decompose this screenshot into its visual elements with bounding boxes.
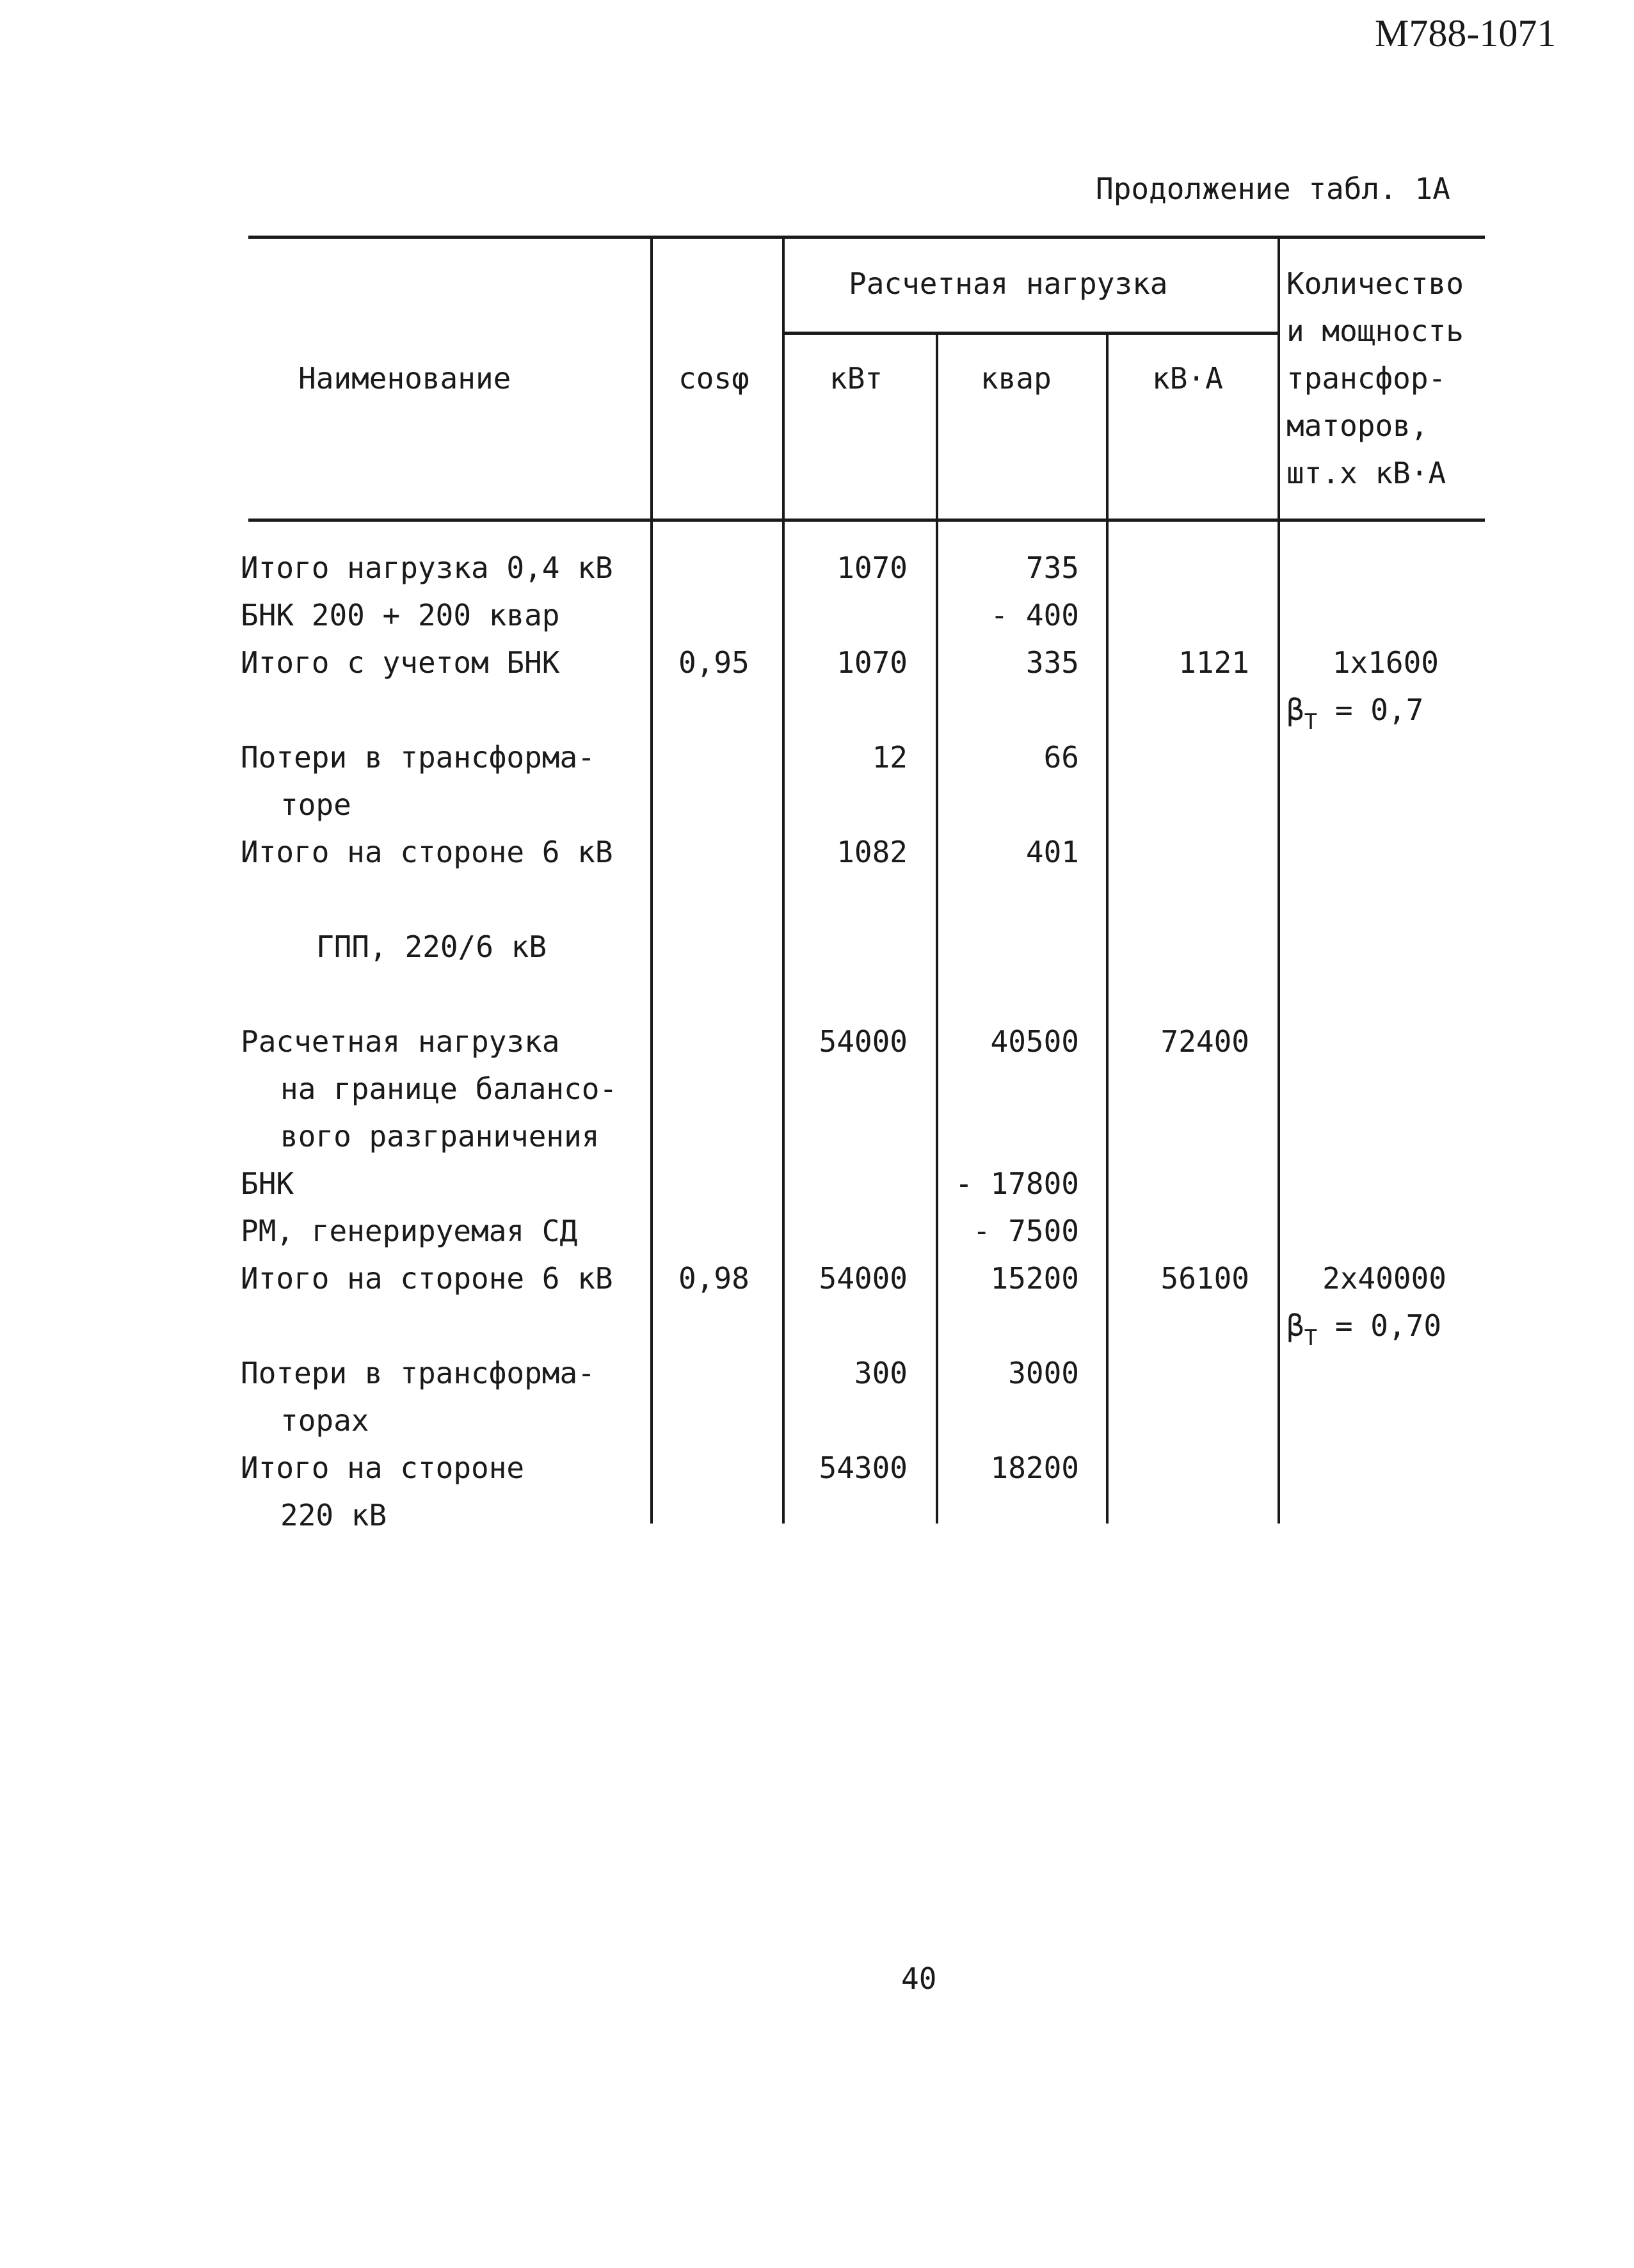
beta-symbol: β <box>1286 1308 1304 1343</box>
row-name: Потери в трансформа- <box>241 1356 595 1390</box>
cell-kw: 1070 <box>837 645 908 680</box>
row-name-continuation: 220 кВ <box>280 1498 387 1532</box>
header-kvar: квар <box>981 361 1052 396</box>
header-transformers-line-1: Количество <box>1286 266 1464 301</box>
load-subheader-rule <box>782 332 1280 335</box>
cell-kw: 12 <box>872 740 908 775</box>
cell-kvar: 735 <box>1025 551 1079 585</box>
header-kva: кВ·А <box>1152 361 1223 396</box>
page-number: 40 <box>901 1961 937 1996</box>
header-transformers-line-2: и мощность <box>1286 314 1464 348</box>
header-kw: кВт <box>829 361 883 396</box>
section-heading: ГПП, 220/6 кВ <box>316 929 547 964</box>
beta-value: = 0,70 <box>1334 1308 1442 1343</box>
beta-value: = 0,7 <box>1334 693 1424 727</box>
header-name: Наименование <box>298 361 511 396</box>
row-name: Итого с учетом БНК <box>241 645 560 680</box>
cell-kw: 1070 <box>837 551 908 585</box>
cell-kva: 56100 <box>1160 1261 1249 1296</box>
cell-kva: 72400 <box>1160 1024 1249 1059</box>
cell-kvar: 3000 <box>1008 1356 1079 1390</box>
column-divider-kva-transformers <box>1278 236 1280 1524</box>
row-name: Итого на стороне <box>241 1451 525 1485</box>
header-transformers-line-4: маторов, <box>1286 408 1429 443</box>
row-name-continuation: на границе балансо- <box>280 1072 618 1106</box>
beta-subscript: Т <box>1304 709 1318 735</box>
cell-kvar: 15200 <box>990 1261 1079 1296</box>
header-transformers-line-5: шт.х кВ·А <box>1286 456 1446 490</box>
row-name: Потери в трансформа- <box>241 740 595 775</box>
row-name-continuation: вого разграничения <box>280 1119 600 1154</box>
row-name-continuation: торах <box>280 1403 369 1438</box>
column-divider-kvar-kva <box>1106 332 1109 1524</box>
row-name: РМ, генерируемая СД <box>241 1214 578 1248</box>
load-factor <box>1286 1308 1442 1351</box>
column-divider-name-cos <box>650 236 653 1524</box>
document-code: М788-1071 <box>1375 12 1557 54</box>
beta-symbol: β <box>1286 693 1304 727</box>
row-name: Итого на стороне 6 кВ <box>241 1261 613 1296</box>
cell-kvar: - 400 <box>990 598 1079 632</box>
cell-cosphi: 0,98 <box>678 1261 749 1296</box>
cell-kw: 54300 <box>819 1451 908 1485</box>
cell-transformers: 2x40000 <box>1322 1261 1446 1296</box>
row-name: БНК <box>241 1166 294 1201</box>
beta-subscript: Т <box>1304 1325 1318 1351</box>
row-name: БНК 200 + 200 квар <box>241 598 560 632</box>
continuation-caption: Продолжение табл. 1А <box>1096 172 1450 206</box>
row-name: Итого нагрузка 0,4 кВ <box>241 551 613 585</box>
cell-kvar: 40500 <box>990 1024 1079 1059</box>
header-cosphi: cosφ <box>678 361 749 396</box>
header-calculated-load: Расчетная нагрузка <box>849 266 1168 301</box>
row-name: Итого на стороне 6 кВ <box>241 835 613 869</box>
load-factor <box>1286 693 1424 735</box>
column-divider-cos-kw <box>782 236 785 1524</box>
cell-kw: 1082 <box>837 835 908 869</box>
cell-kvar: - 7500 <box>972 1214 1079 1248</box>
row-name-continuation: торе <box>280 787 351 822</box>
cell-cosphi: 0,95 <box>678 645 749 680</box>
cell-kvar: 335 <box>1025 645 1079 680</box>
cell-transformers: 1x1600 <box>1332 645 1439 680</box>
cell-kvar: - 17800 <box>955 1166 1079 1201</box>
column-divider-kw-kvar <box>936 332 938 1524</box>
table-top-rule <box>248 236 1485 239</box>
row-name: Расчетная нагрузка <box>241 1024 560 1059</box>
cell-kw: 54000 <box>819 1024 908 1059</box>
cell-kvar: 18200 <box>990 1451 1079 1485</box>
cell-kvar: 401 <box>1025 835 1079 869</box>
cell-kw: 300 <box>854 1356 908 1390</box>
cell-kvar: 66 <box>1043 740 1079 775</box>
header-transformers-line-3: трансфор- <box>1286 361 1446 396</box>
header-bottom-rule <box>248 519 1485 522</box>
cell-kw: 54000 <box>819 1261 908 1296</box>
cell-kva: 1121 <box>1178 645 1249 680</box>
